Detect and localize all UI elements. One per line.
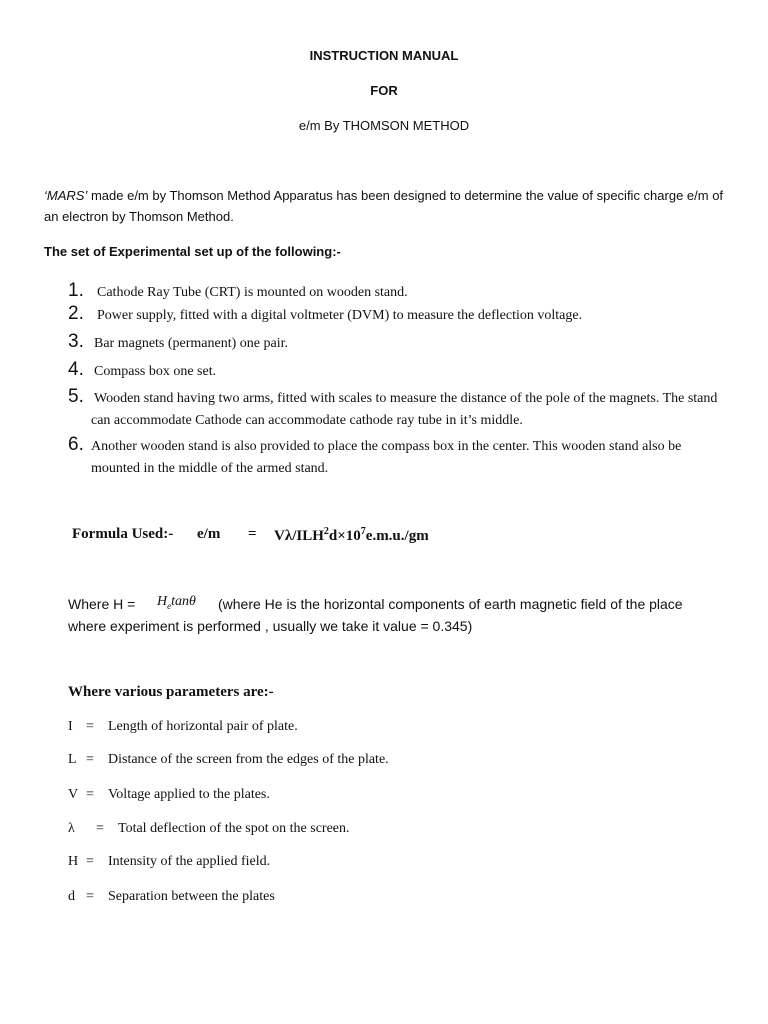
formula-rhs-part1: Vλ/ILH xyxy=(274,528,324,544)
param-equals: = xyxy=(86,854,94,869)
formula-sup1: 2 xyxy=(323,526,329,537)
list-number: 3. xyxy=(68,331,84,352)
where-h-expression xyxy=(157,594,196,611)
list-text: Wooden stand having two arms, fitted with scales to measure the distance of the pole of the magnets. The stand can accommodate Cathode can accommodate cathode ray tube in it’s middle. xyxy=(91,391,718,428)
param-equals: = xyxy=(86,787,94,802)
param-equals: = xyxy=(96,821,104,836)
params-heading: Where various parameters are:- xyxy=(68,684,274,700)
document-subtitle: e/m By THOMSON METHOD xyxy=(298,118,470,133)
param-equals: = xyxy=(86,752,94,767)
formula-label: Formula Used:- xyxy=(72,526,174,542)
list-number: 4. xyxy=(68,359,84,380)
list-number: 6. xyxy=(68,434,84,455)
where-h-note-line1: (where He is the horizontal components of earth magnetic field of the place xyxy=(218,596,683,612)
param-equals: = xyxy=(86,889,94,904)
param-description: Intensity of the applied field. xyxy=(108,854,271,869)
param-description: Voltage applied to the plates. xyxy=(108,787,270,802)
intro-paragraph xyxy=(44,185,724,227)
list-number: 1. xyxy=(68,280,84,301)
list-text: Another wooden stand is also provided to place the compass box in the center. This wooden stand also be mounted in the middle of the armed stand. xyxy=(91,439,682,476)
param-description: Total deflection of the spot on the screen. xyxy=(118,821,350,836)
document-for: FOR xyxy=(370,83,398,98)
expr-rest: tanθ xyxy=(171,594,196,609)
formula-rhs xyxy=(274,526,429,545)
list-number: 5. xyxy=(68,386,84,407)
param-description: Distance of the screen from the edges of the plate. xyxy=(108,752,389,767)
intro-text: made e/m by Thomson Method Apparatus has been designed to determine the value of specific charge e/m of an electron by Thomson Method. xyxy=(44,188,724,224)
param-symbol: H xyxy=(68,854,79,869)
list-text: Cathode Ray Tube (CRT) is mounted on wooden stand. xyxy=(97,285,408,300)
param-symbol: λ xyxy=(68,821,75,836)
formula-rhs-part2: d×10 xyxy=(328,528,361,544)
list-text: Power supply, fitted with a digital voltmeter (DVM) to measure the deflection voltage. xyxy=(97,308,583,323)
param-equals: = xyxy=(86,719,94,734)
param-symbol: L xyxy=(68,752,77,767)
formula-lhs: e/m xyxy=(197,526,221,542)
brand-name: ‘MARS’ xyxy=(44,188,88,203)
list-text: Bar magnets (permanent) one pair. xyxy=(94,336,288,351)
document-title: INSTRUCTION MANUAL xyxy=(309,48,459,63)
param-symbol: d xyxy=(68,889,75,904)
formula-sup2: 7 xyxy=(360,526,366,537)
param-description: Length of horizontal pair of plate. xyxy=(108,719,298,734)
where-h-note-line2: where experiment is performed , usually we take it value = 0.345) xyxy=(68,618,473,634)
param-symbol: I xyxy=(68,719,73,734)
list-text: Compass box one set. xyxy=(94,364,217,379)
list-number: 2. xyxy=(68,303,84,324)
formula-rhs-part3: e.m.u./gm xyxy=(365,528,429,544)
param-description: Separation between the plates xyxy=(108,889,275,904)
setup-heading: The set of Experimental set up of the following:- xyxy=(44,244,341,259)
formula-equals: = xyxy=(248,526,257,542)
expr-sub: e xyxy=(167,600,172,611)
expr-h: H xyxy=(157,594,168,609)
where-h-prefix: Where H = xyxy=(68,596,136,612)
param-symbol: V xyxy=(68,787,79,802)
